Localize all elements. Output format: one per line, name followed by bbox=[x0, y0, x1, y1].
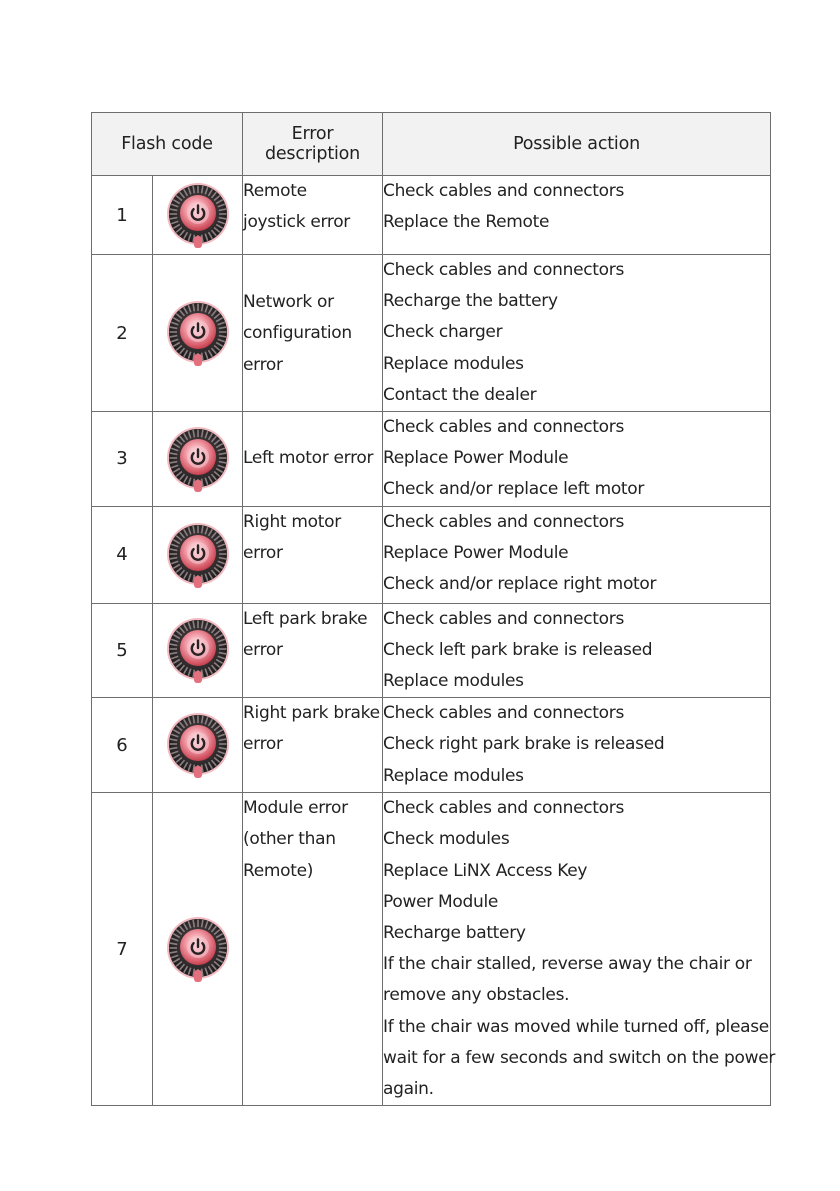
flashing-power-led-icon bbox=[153, 255, 243, 412]
action-item: Replace modules bbox=[383, 353, 524, 374]
action-item: remove any obstacles. bbox=[383, 985, 570, 1006]
header-error-description: Error description bbox=[243, 113, 383, 176]
action-item: Replace LiNX Access Key bbox=[383, 860, 588, 881]
error-description-line: error bbox=[243, 639, 283, 660]
table-row bbox=[92, 412, 771, 507]
action-item: Check modules bbox=[383, 829, 510, 850]
error-description-line: error bbox=[243, 542, 283, 563]
error-description-line: joystick error bbox=[243, 212, 350, 233]
flash-count: 6 bbox=[92, 698, 153, 793]
action-item: Check cables and connectors bbox=[383, 260, 625, 280]
flash-count: 3 bbox=[92, 412, 153, 507]
flashing-power-led-icon bbox=[153, 793, 243, 1106]
action-item: If the chair stalled, reverse away the chair or bbox=[383, 954, 752, 975]
table-row bbox=[92, 603, 771, 698]
error-description bbox=[243, 412, 383, 507]
error-description-line: Module error bbox=[243, 798, 348, 819]
error-description bbox=[243, 793, 383, 1106]
action-item: Check cables and connectors bbox=[383, 798, 625, 819]
header-row bbox=[92, 113, 771, 176]
action-item: If the chair was moved while turned off, please bbox=[383, 1016, 769, 1037]
flashing-power-led-icon bbox=[153, 412, 243, 507]
action-item: Check cables and connectors bbox=[383, 511, 625, 532]
action-item: Replace modules bbox=[383, 765, 524, 786]
error-description-line: error bbox=[243, 354, 283, 375]
flash-count: 7 bbox=[92, 793, 153, 1106]
error-description bbox=[243, 176, 383, 255]
table-row bbox=[92, 793, 771, 1106]
action-item: Check cables and connectors bbox=[383, 703, 625, 724]
error-description-line: Right park brake bbox=[243, 703, 380, 724]
possible-action bbox=[383, 255, 771, 412]
action-item: Recharge battery bbox=[383, 923, 526, 944]
action-item: Check cables and connectors bbox=[383, 608, 625, 629]
error-description-line: Right motor bbox=[243, 511, 341, 532]
error-description bbox=[243, 603, 383, 698]
possible-action bbox=[383, 176, 771, 255]
flash-count: 5 bbox=[92, 603, 153, 698]
error-description-line: (other than bbox=[243, 829, 336, 850]
possible-action bbox=[383, 793, 776, 1106]
error-description-line: error bbox=[243, 734, 283, 755]
flash-count: 2 bbox=[92, 255, 153, 412]
action-item: Power Module bbox=[383, 891, 499, 912]
action-item: Replace Power Module bbox=[383, 542, 569, 563]
action-item: wait for a few seconds and switch on the power bbox=[383, 1047, 776, 1068]
possible-action bbox=[383, 698, 771, 793]
flashing-power-led-icon bbox=[153, 176, 243, 255]
error-description-line: configuration bbox=[243, 323, 352, 344]
possible-action bbox=[383, 412, 771, 507]
flash-count: 1 bbox=[92, 176, 153, 255]
action-item: Replace the Remote bbox=[383, 212, 550, 233]
error-description-line: Remote bbox=[243, 181, 307, 201]
action-item: Check charger bbox=[383, 322, 503, 343]
flash-count: 4 bbox=[92, 506, 153, 603]
table-row bbox=[92, 698, 771, 793]
action-item: Check cables and connectors bbox=[383, 417, 625, 438]
table-row bbox=[92, 176, 771, 255]
flash-code-table bbox=[91, 112, 776, 1106]
possible-action bbox=[383, 506, 771, 603]
action-item: Recharge the battery bbox=[383, 291, 558, 312]
error-description-line: Left motor error bbox=[243, 448, 374, 469]
error-description-line: Network or bbox=[243, 292, 334, 313]
action-item: Check and/or replace right motor bbox=[383, 574, 657, 595]
action-item: Replace Power Module bbox=[383, 448, 569, 469]
header-flash-code: Flash code bbox=[92, 113, 243, 176]
possible-action bbox=[383, 603, 771, 698]
action-item: Replace modules bbox=[383, 671, 524, 692]
action-item: again. bbox=[383, 1079, 434, 1100]
table-row bbox=[92, 506, 771, 603]
action-item: Check left park brake is released bbox=[383, 639, 653, 660]
flashing-power-led-icon bbox=[153, 603, 243, 698]
flashing-power-led-icon bbox=[153, 698, 243, 793]
action-item: Check and/or replace left motor bbox=[383, 479, 645, 500]
error-description-line: Remote) bbox=[243, 860, 314, 881]
error-description bbox=[243, 506, 383, 603]
flashing-power-led-icon bbox=[153, 506, 243, 603]
error-description bbox=[243, 255, 383, 412]
action-item: Check cables and connectors bbox=[383, 181, 625, 201]
error-description bbox=[243, 698, 383, 793]
action-item: Contact the dealer bbox=[383, 384, 537, 405]
action-item: Check right park brake is released bbox=[383, 734, 665, 755]
error-description-line: Left park brake bbox=[243, 608, 368, 629]
header-possible-action: Possible action bbox=[383, 113, 771, 176]
table-row bbox=[92, 255, 771, 412]
